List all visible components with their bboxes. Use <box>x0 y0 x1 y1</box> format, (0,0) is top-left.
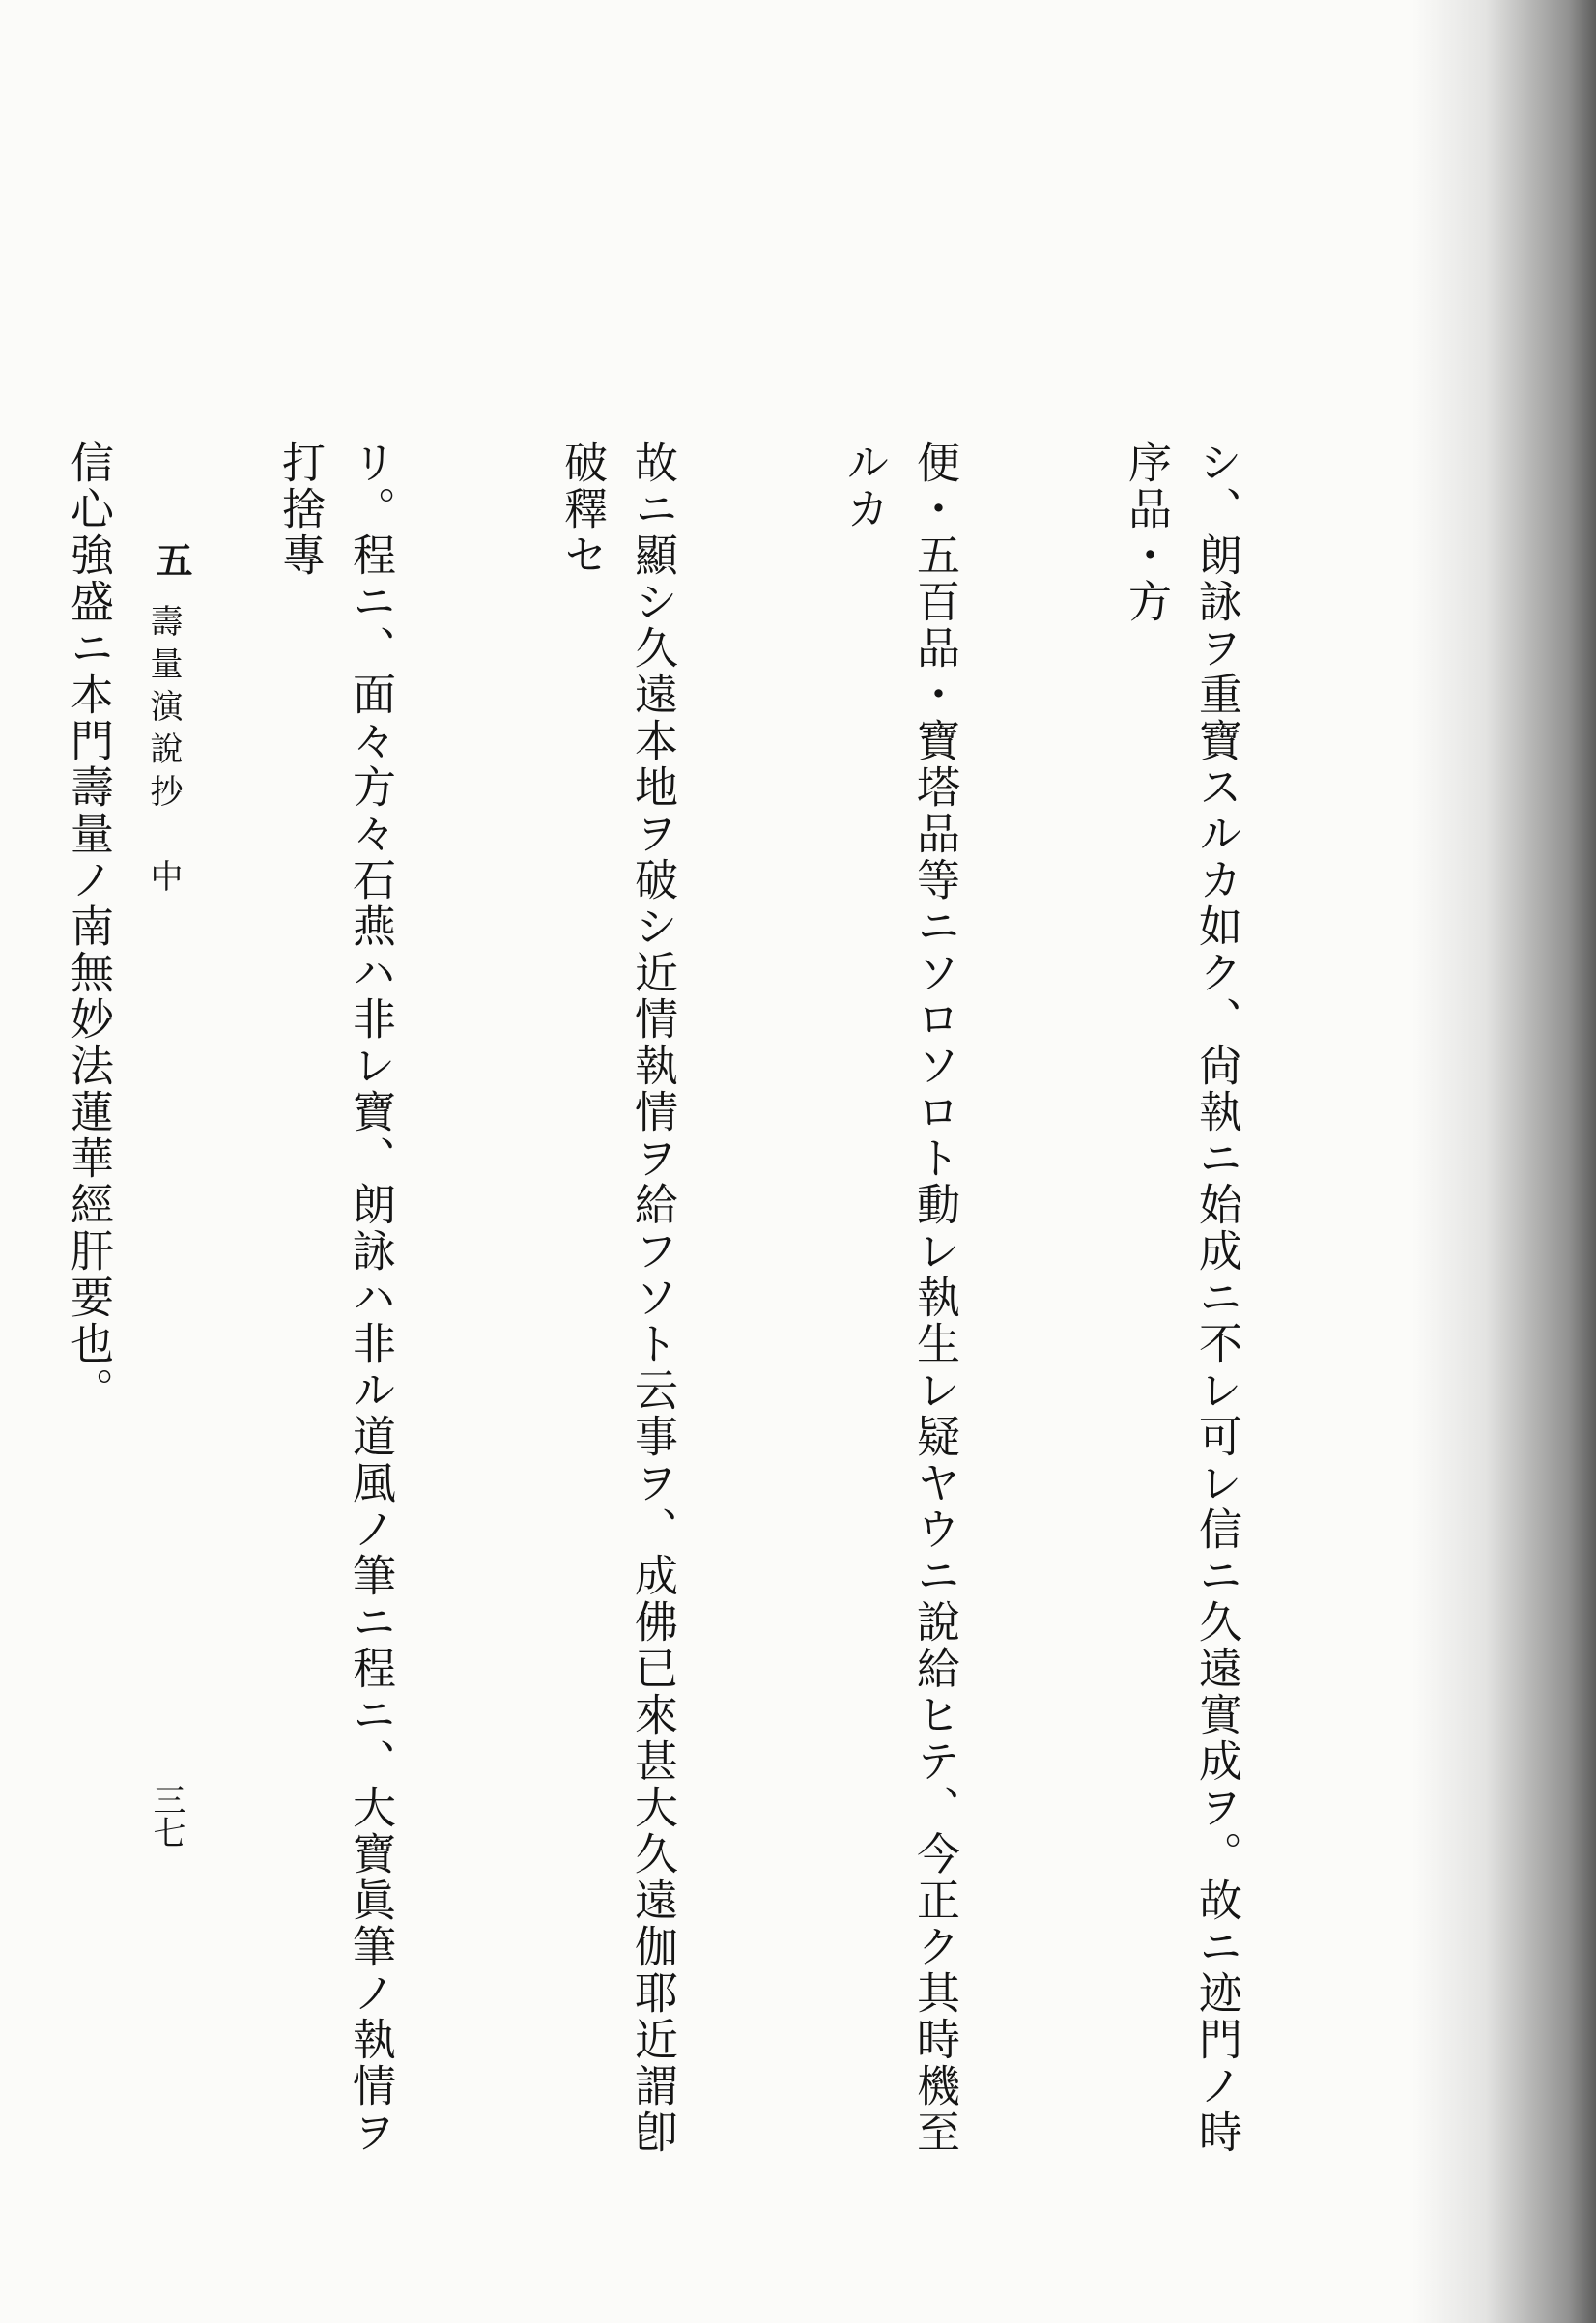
running-title: 壽量演說抄 中 <box>144 604 183 902</box>
text-column: 信心強盛ニ本門壽量ノ南無妙法蓮華經肝要也。 <box>63 440 114 1414</box>
text-column: 便・五百品・寶塔品等ニソロソロト動レ執生レ疑ヤウニ說給ヒテ、今正ク其時機至ルカ <box>839 440 960 2156</box>
page-binding-shadow <box>1412 0 1596 2323</box>
page-number: 三七 <box>147 1783 185 1849</box>
text-column: 故ニ顯シ久遠本地ヲ破シ近情執情ヲ給フソト云事ヲ、成佛已來甚大久遠伽耶近謂卽破釋セ <box>556 440 678 2156</box>
section-number: 五 <box>150 541 193 578</box>
text-column: リ。程ニ、面々方々石燕ハ非レ寶、朗詠ハ非ル道風ノ筆ニ程ニ、大寶眞筆ノ執情ヲ打捨專 <box>274 440 396 2156</box>
text-column: シ、朗詠ヲ重寶スルカ如ク、尙執ニ始成ニ不レ可レ信ニ久遠實成ヲ。故ニ迹門ノ時序品・方 <box>1121 440 1242 2156</box>
body-text <box>0 440 1393 2160</box>
